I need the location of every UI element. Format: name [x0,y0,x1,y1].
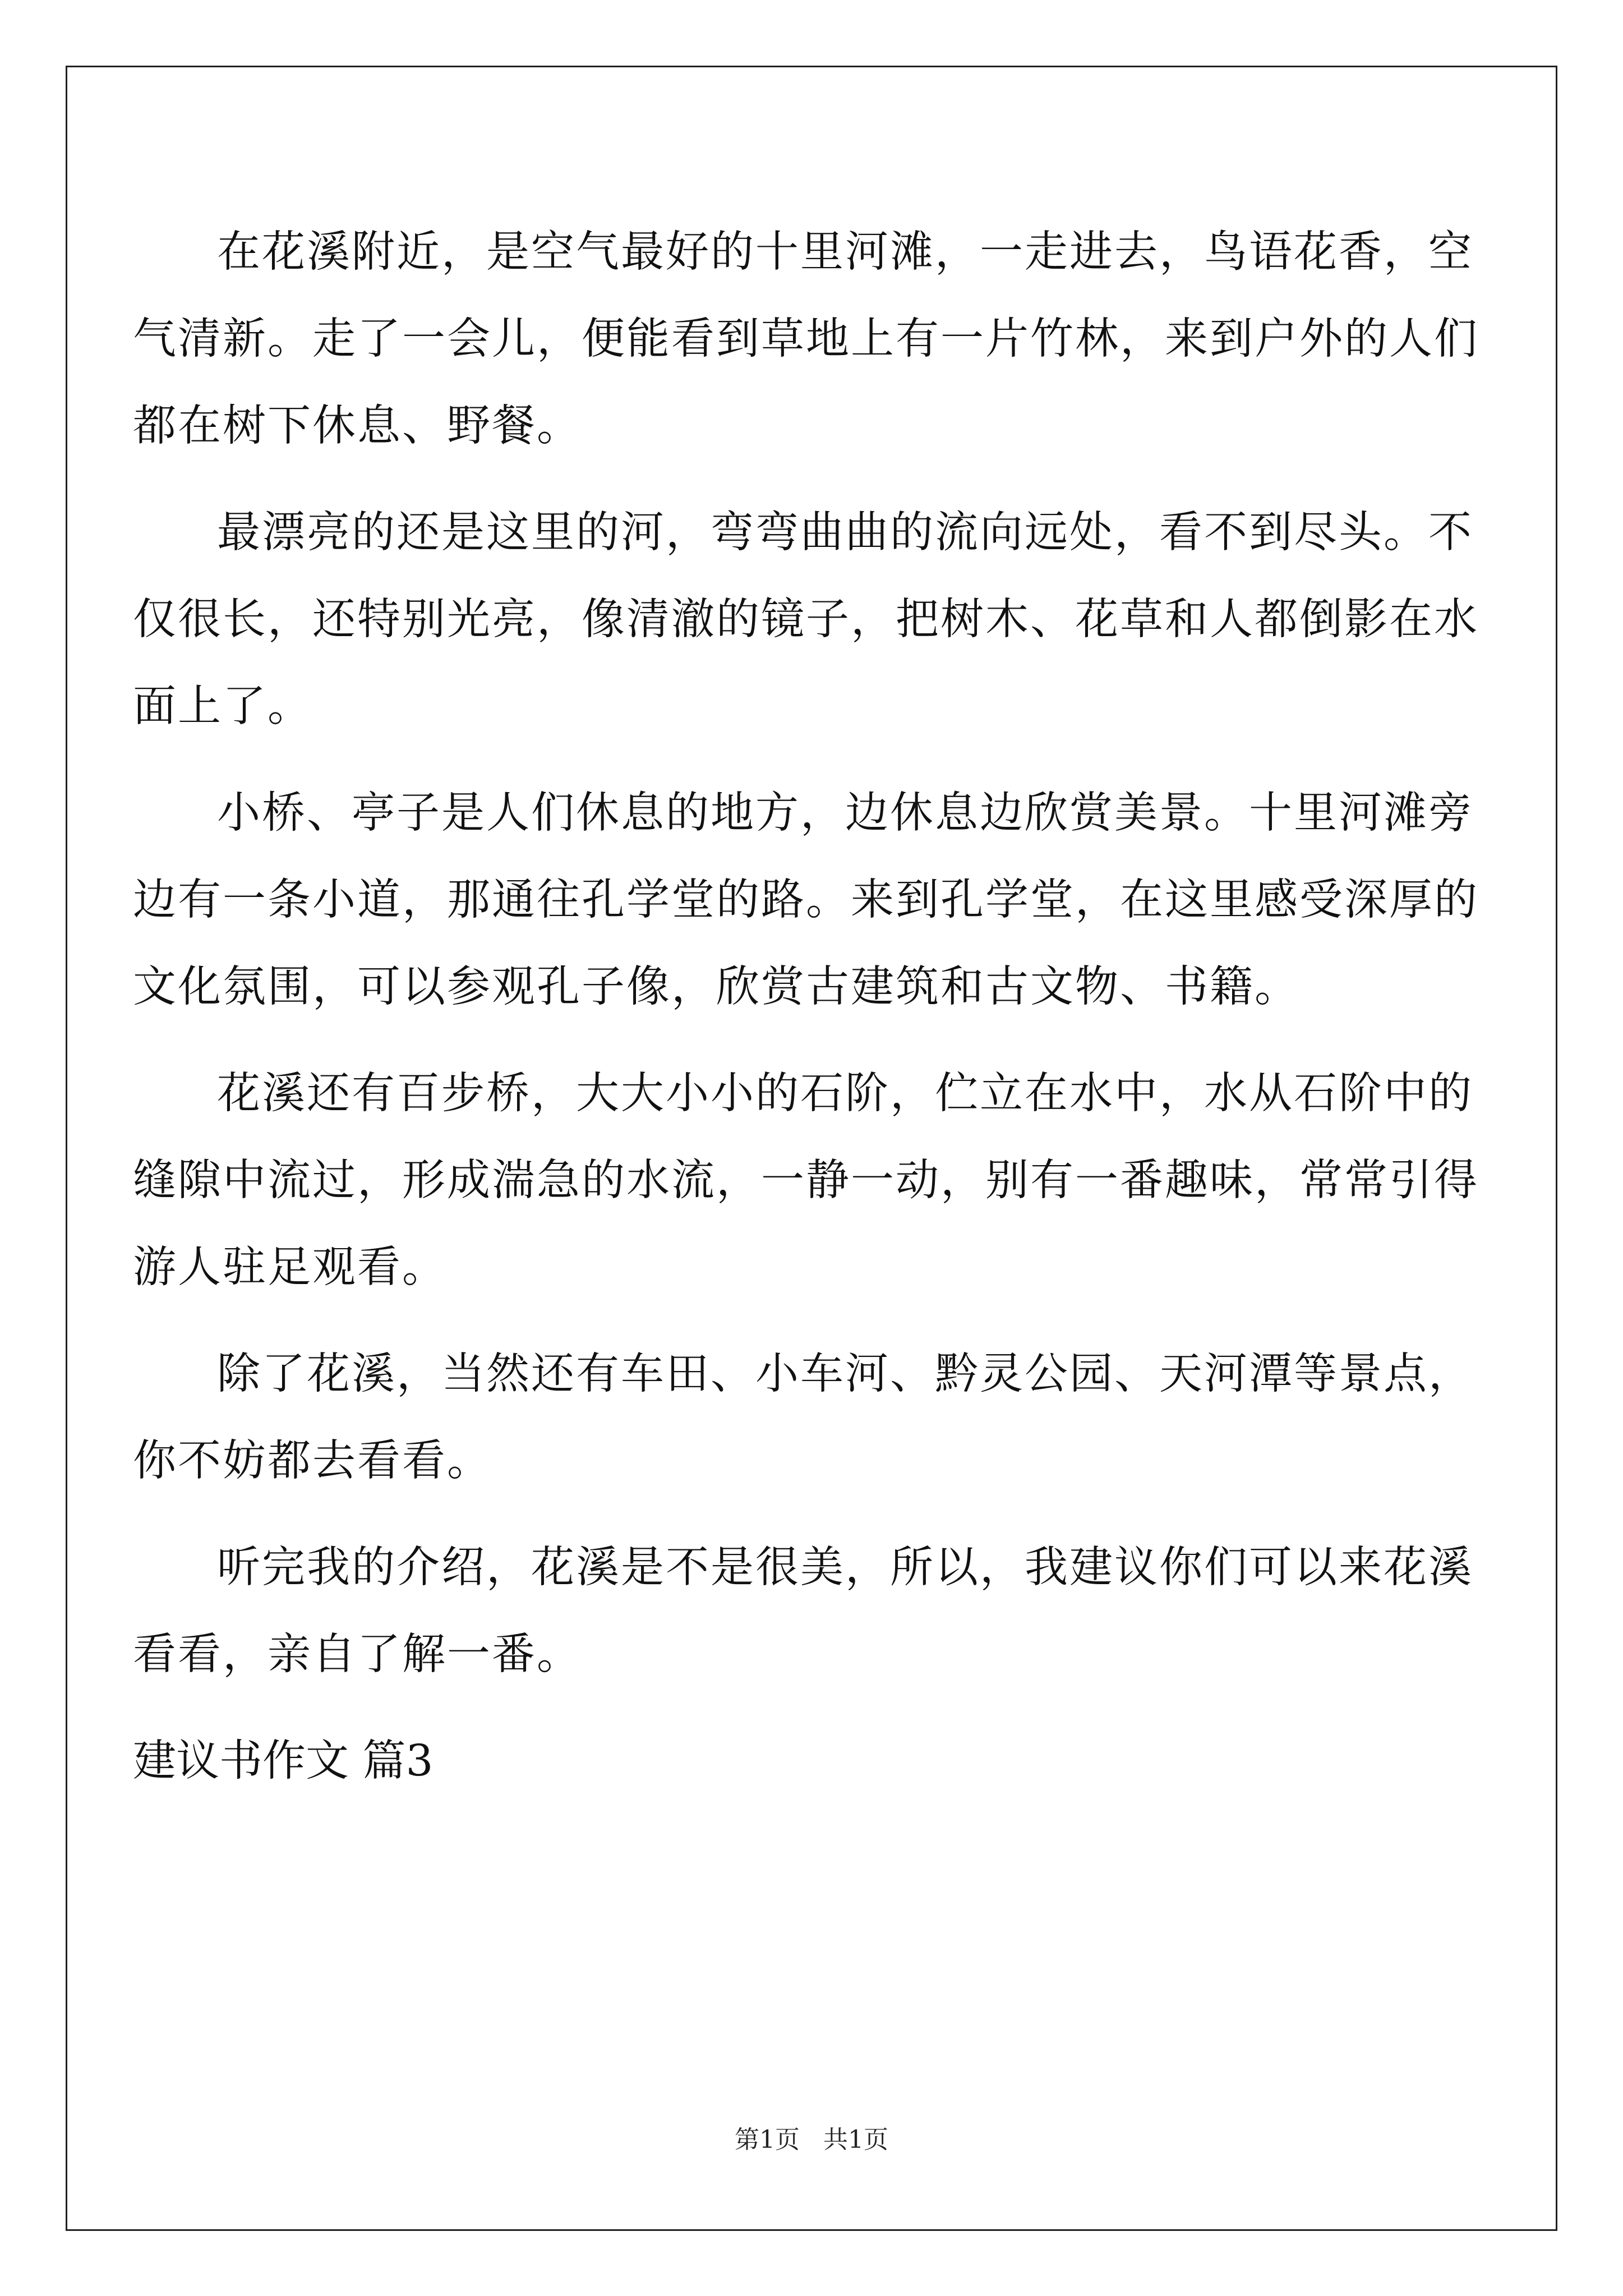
paragraph-2-line-1: 最漂亮的还是这里的河，弯弯曲曲的流向远处，看不到尽头。不 [217,508,1473,558]
paragraph-5-line-1: 除了花溪，当然还有车田、小车河、黔灵公园、天河潭等景点， [217,1349,1473,1399]
page-border [66,66,1557,2231]
paragraph-1-line-2: 气清新。走了一会儿，便能看到草地上有一片竹林，来到户外的人们 [133,314,1479,364]
paragraph-4-line-3: 游人驻足观看。 [133,1243,447,1292]
paragraph-4-line-1: 花溪还有百步桥，大大小小的石阶，伫立在水中，水从石阶中的 [217,1069,1473,1119]
page-footer: 第1页 共1页 [735,2125,888,2154]
paragraph-3-line-1: 小桥、亭子是人们休息的地方，边休息边欣赏美景。十里河滩旁 [217,788,1473,838]
paragraph-6-line-2: 看看，亲自了解一番。 [133,1630,582,1680]
paragraph-2-line-3: 面上了。 [133,682,312,731]
paragraph-3-line-2: 边有一条小道，那通往孔学堂的路。来到孔学堂，在这里感受深厚的 [133,875,1479,925]
section-heading: 建议书作文 篇3 [133,1736,434,1786]
paragraph-2-line-2: 仅很长，还特别光亮，像清澈的镜子，把树木、花草和人都倒影在水 [133,595,1479,645]
paragraph-3-line-3: 文化氛围，可以参观孔子像，欣赏古建筑和古文物、书籍。 [133,962,1299,1012]
paragraph-4-line-2: 缝隙中流过，形成湍急的水流，一静一动，别有一番趣味，常常引得 [133,1156,1479,1205]
paragraph-6-line-1: 听完我的介绍，花溪是不是很美，所以，我建议你们可以来花溪 [217,1543,1473,1593]
paragraph-1-line-1: 在花溪附近，是空气最好的十里河滩，一走进去，鸟语花香，空 [217,227,1473,277]
paragraph-5-line-2: 你不妨都去看看。 [133,1436,492,1486]
paragraph-1-line-3: 都在树下休息、野餐。 [133,401,582,451]
